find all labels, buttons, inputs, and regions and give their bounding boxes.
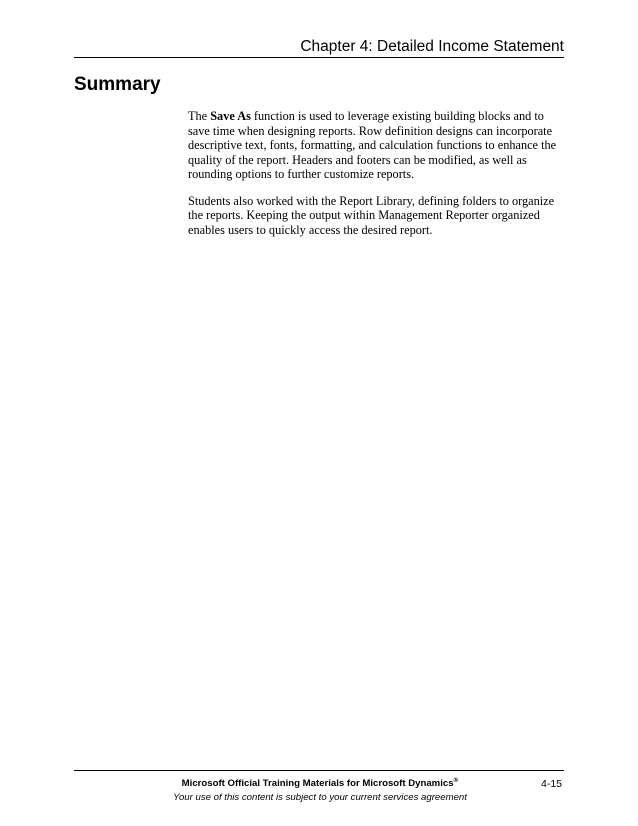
footer-divider [74,770,564,771]
registered-mark: ® [453,776,459,784]
header-divider [74,57,564,58]
paragraph-1-rest: function is used to leverage existing building blocks and to save time when designing reports. Row definition designs can incorporate descriptive text, fonts, formatting, and calculation functions to enhance the quality of the report. Headers and footers can be modified, as well as rounding options to further customize reports. [188,109,557,181]
footer-title [150,778,490,789]
save-as-term: Save As [210,109,251,123]
section-heading: Summary [74,74,161,95]
page-number: 4-15 [540,778,562,790]
footer-agreement-note: Your use of this content is subject to your current services agreement [173,792,467,803]
footer-title-text: Microsoft Official Training Materials for Microsoft Dynamics [181,778,454,789]
paragraph-1-intro: The [188,109,211,123]
summary-paragraph-1 [188,109,568,182]
body-text [188,109,568,249]
summary-paragraph-2: Students also worked with the Report Library, defining folders to organize the reports. Keeping the output within Management Reporter organized enables users to quickly access the desired report. [188,193,555,237]
chapter-title: Chapter 4: Detailed Income Statement [300,38,564,55]
